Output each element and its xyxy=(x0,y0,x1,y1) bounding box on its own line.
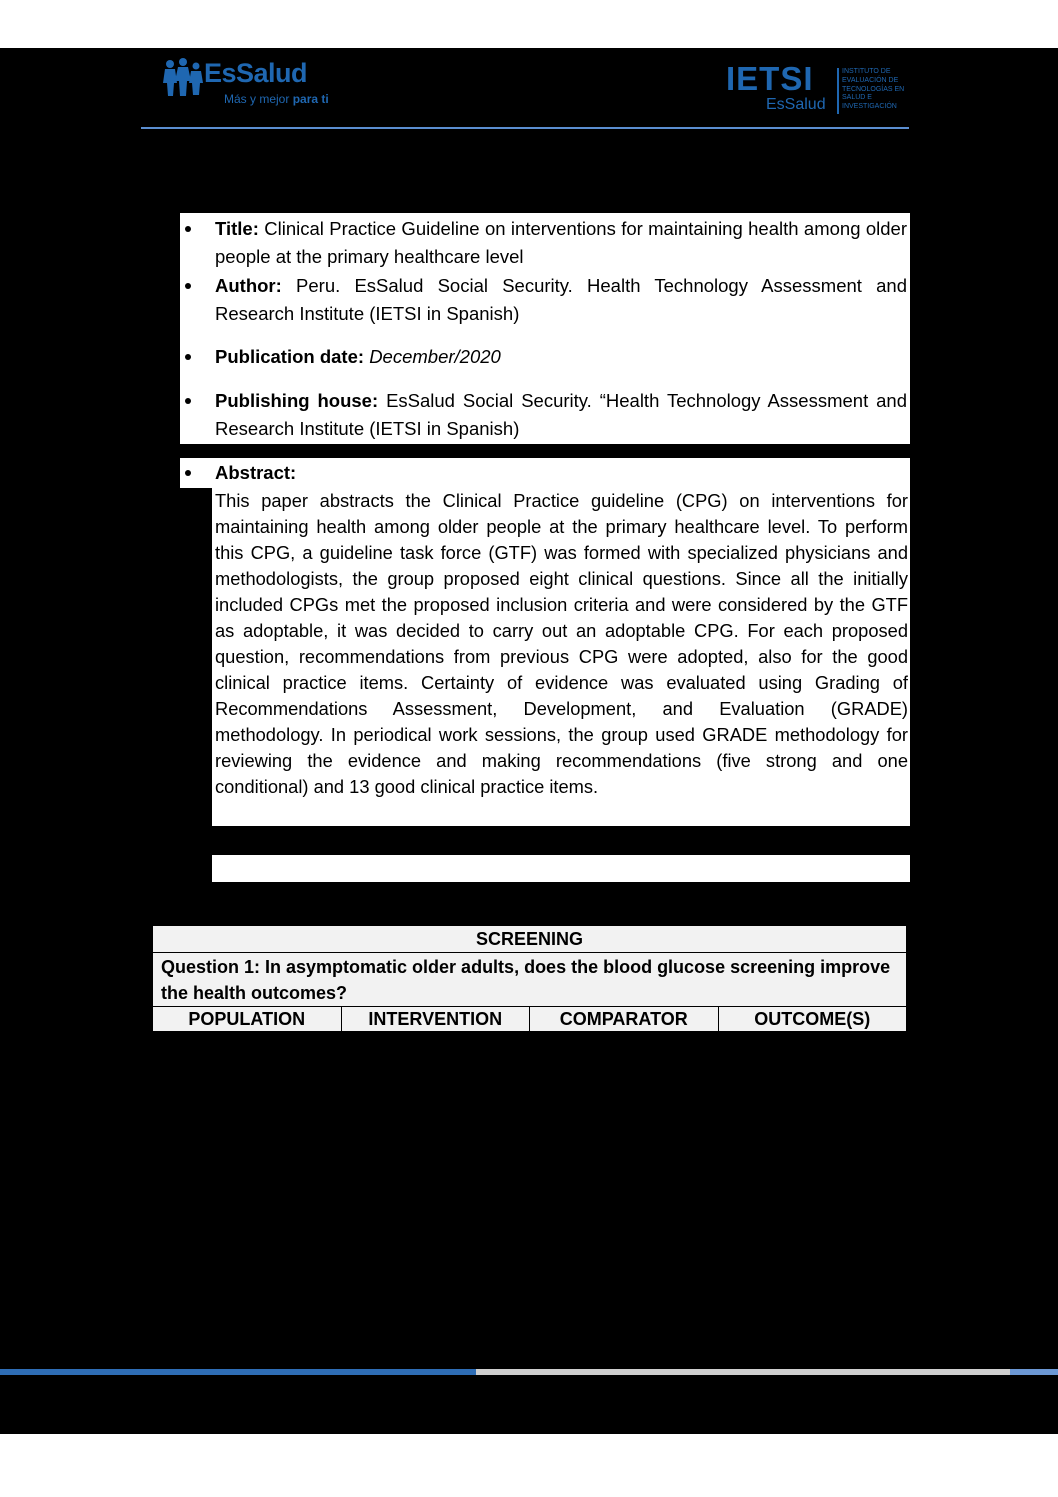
ietsi-description: INSTITUTO DE EVALUACIÓN DE TECNOLOGÍAS EN SALUD E INVESTIGACIÓN xyxy=(842,68,905,111)
ietsi-sub: EsSalud xyxy=(766,96,826,113)
column-header-comparator: COMPARATOR xyxy=(530,1007,719,1032)
table-header-row xyxy=(153,1007,907,1032)
ietsi-logo xyxy=(726,60,910,118)
column-header-outcomes: OUTCOME(S) xyxy=(718,1007,907,1032)
info-item-author: Author: Peru. EsSalud Social Security. Health Technology Assessment and Research Institute (IETSI in Spanish) xyxy=(215,275,908,324)
essalud-logo xyxy=(162,58,342,116)
info-item-publication-date: Publication date: December/2020 xyxy=(215,346,501,367)
essalud-tagline: Más y mejor para ti xyxy=(224,92,329,106)
bullet-icon xyxy=(185,354,191,360)
clinical-question: Question 1: In asymptomatic older adults, does the blood glucose screening improve the health outcomes? xyxy=(153,953,907,1007)
footer-grey-stripe xyxy=(463,1369,1038,1375)
header-rule xyxy=(141,127,909,129)
section-title: SCREENING xyxy=(153,926,907,953)
blank-box xyxy=(212,855,910,882)
info-item-title: Title: Clinical Practice Guideline on interventions for maintaining health among older people at the primary healthcare level xyxy=(215,218,907,267)
info-item-publishing-house: Publishing house: EsSalud Social Security. “Health Technology Assessment and Research Institute (IETSI in Spanish) xyxy=(215,390,907,439)
bullet-icon xyxy=(185,283,191,289)
bullet-icon xyxy=(185,470,191,476)
footer-band xyxy=(0,1369,1058,1375)
footer-blue-stripe xyxy=(0,1369,476,1375)
table-question-row xyxy=(153,953,907,1007)
abstract-heading: Abstract: xyxy=(215,462,297,483)
family-figures-icon xyxy=(162,58,206,98)
abstract-text: This paper abstracts the Clinical Practice guideline (CPG) on interventions for maintaining health among older people at the primary healthcare level. To perform this CPG, a guideline task force (GTF) was formed with specialized physicians and methodologists, the group proposed eight clinical questions. Since all the initially included CPGs met the proposed inclusion criteria and were considered by the GTF as adoptable, it was decided to carry out an adoptable CPG. For each proposed question, recommendations from previous CPG were adopted, also for the good clinical practice items. Certainty of evidence was evaluated using Grading of Recommendations Assessment, Development, and Evaluation (GRADE) methodology. In periodical work sessions, the group used GRADE methodology for reviewing the evidence and making recommendations (five strong and one conditional) and 13 good clinical practice items. xyxy=(215,490,908,797)
table-title-row xyxy=(153,926,907,953)
essalud-brand-name: EsSalud xyxy=(204,58,308,88)
column-header-intervention: INTERVENTION xyxy=(341,1007,530,1032)
ietsi-acronym: IETSI xyxy=(726,60,814,97)
bullet-icon xyxy=(185,398,191,404)
bullet-icon xyxy=(185,226,191,232)
footer-blue-end xyxy=(1010,1369,1058,1375)
ietsi-divider xyxy=(837,68,839,114)
column-header-population: POPULATION xyxy=(153,1007,342,1032)
pico-table xyxy=(152,925,907,1032)
